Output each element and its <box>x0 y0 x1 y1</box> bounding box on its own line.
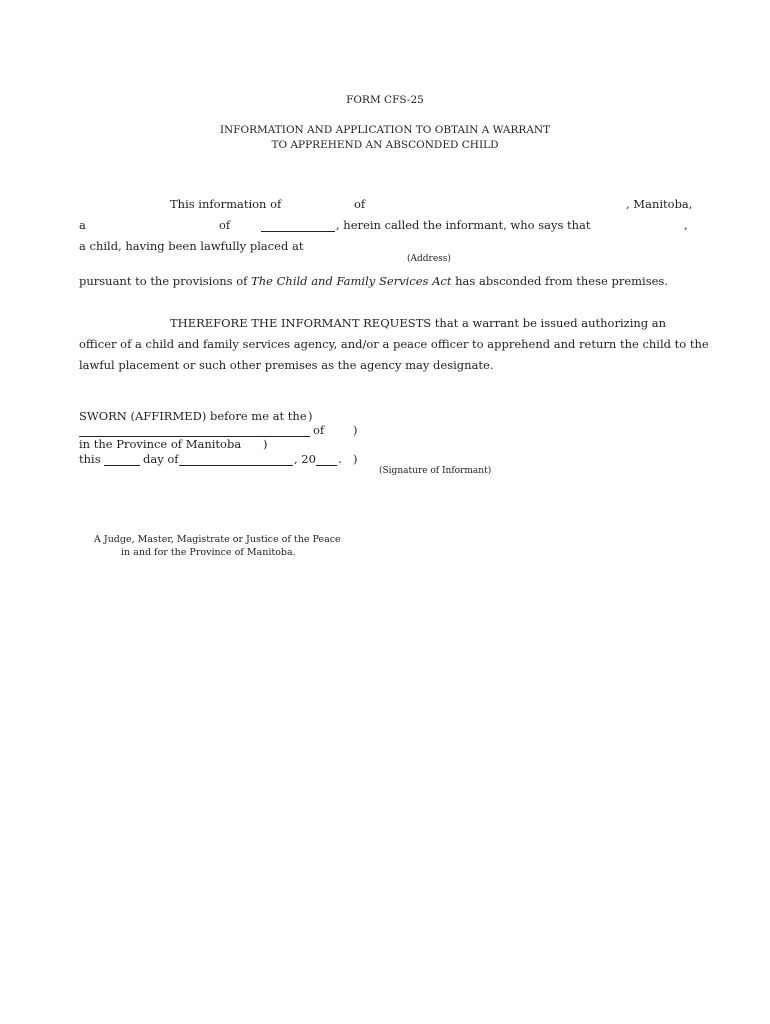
bracket-3: ) <box>263 437 268 451</box>
sworn-of-label: of <box>313 423 325 437</box>
judge-line2: in and for the Province of Manitoba. <box>121 547 296 558</box>
blank-line-year <box>316 465 337 466</box>
address-label: (Address) <box>407 254 451 264</box>
of-label-1: of <box>354 197 366 211</box>
period-label: . <box>338 452 342 466</box>
blank-line-location <box>261 231 335 232</box>
form-number: FORM CFS-25 <box>346 94 424 106</box>
herein-text: , herein called the informant, who says that <box>336 218 591 232</box>
bracket-4: ) <box>353 452 358 466</box>
pursuant-post: has absconded from these premises. <box>455 274 668 288</box>
signature-label: (Signature of Informant) <box>379 466 492 476</box>
blank-line-day <box>104 465 140 466</box>
blank-line-month <box>179 465 293 466</box>
pursuant-text <box>79 274 668 288</box>
therefore-line3: lawful placement or such other premises as the agency may designate. <box>79 358 494 372</box>
a-label: a <box>79 218 86 232</box>
child-text: a child, having been lawfully placed at <box>79 239 304 253</box>
of-label-2: of <box>219 218 231 232</box>
province-text: in the Province of Manitoba <box>79 437 242 451</box>
sworn-line1: SWORN (AFFIRMED) before me at the <box>79 409 307 423</box>
year-label: , 20 <box>294 452 316 466</box>
pursuant-pre: pursuant to the provisions of <box>79 274 248 288</box>
day-of-label: day of <box>143 452 179 466</box>
info-text: This information of <box>170 197 282 211</box>
form-title-line1: INFORMATION AND APPLICATION TO OBTAIN A WARRANT <box>219 124 551 136</box>
this-label: this <box>79 452 101 466</box>
comma-label: , <box>684 218 688 232</box>
therefore-line1: THEREFORE THE INFORMANT REQUESTS that a warrant be issued authorizing an <box>170 316 667 330</box>
judge-line1: A Judge, Master, Magistrate or Justice of the Peace <box>94 534 341 545</box>
form-title-line2: TO APPREHEND AN ABSCONDED CHILD <box>271 139 499 151</box>
bracket-2: ) <box>353 423 358 437</box>
therefore-line2: officer of a child and family services agency, and/or a peace officer to apprehend and return the child to the <box>79 337 709 351</box>
bracket-1: ) <box>308 409 313 423</box>
manitoba-label: , Manitoba, <box>626 197 693 211</box>
act-name: The Child and Family Services Act <box>251 274 452 288</box>
